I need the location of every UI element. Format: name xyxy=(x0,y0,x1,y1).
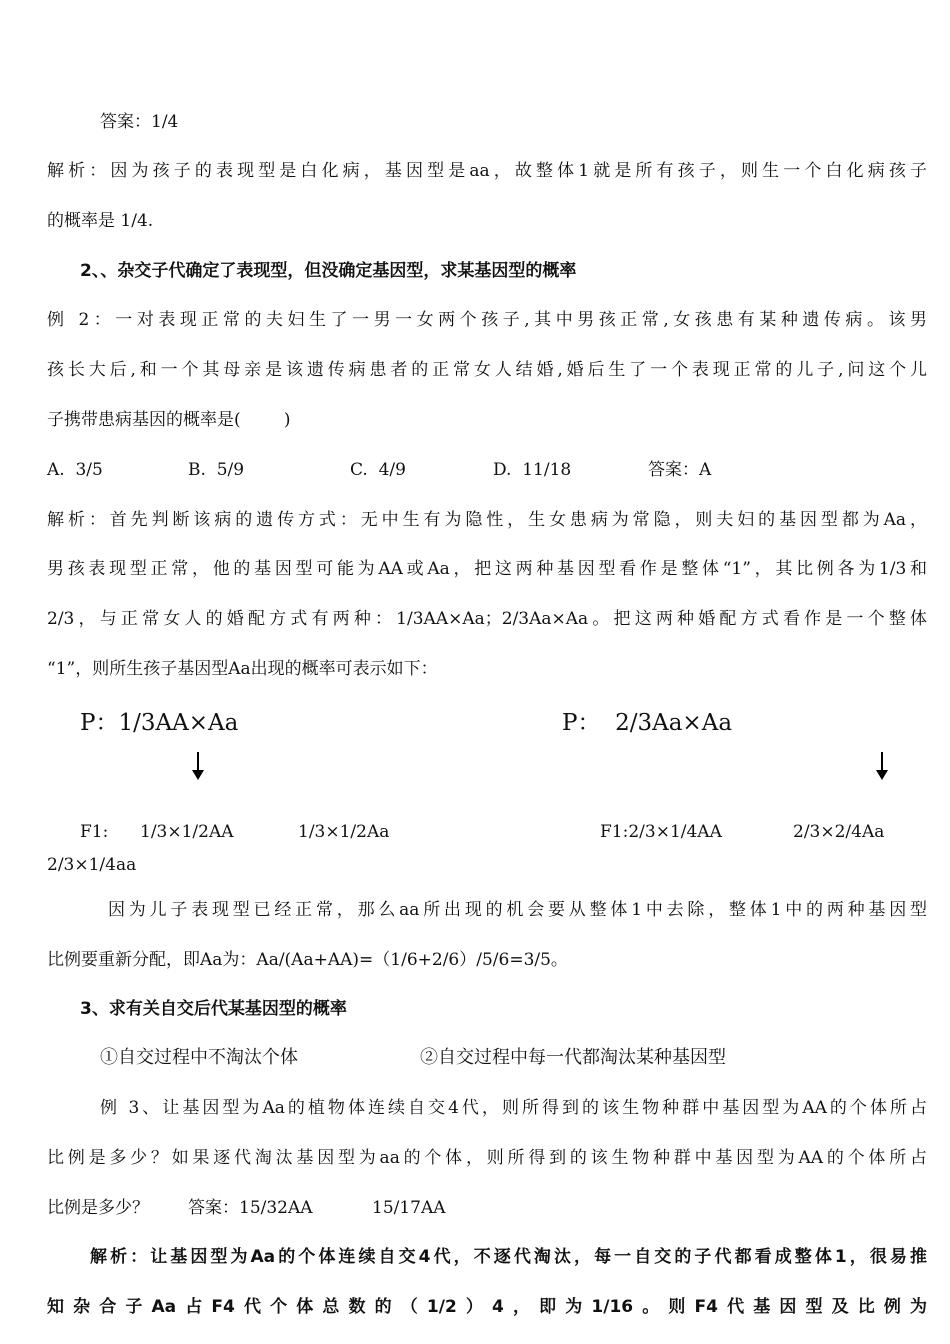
option-a: A. 3/5 xyxy=(47,460,103,480)
option-c: C. 4/9 xyxy=(350,460,406,480)
analysis-2-line-4: “1”，则所生孩子基因型Aa出现的概率可表示如下： xyxy=(47,659,438,679)
example-3-line-1: 例 3、让基因型为Aa的植物体连续自交4代，则所得到的该生物种群中基因型为AA的个体所占 xyxy=(100,1098,927,1118)
analysis-1-line-2: 的概率是 1/4. xyxy=(47,211,154,231)
answer-3: 答案：15/32AA xyxy=(188,1198,313,1218)
example-2-line-3: 子携带患病基因的概率是( ) xyxy=(47,410,291,430)
conclusion-line-2: 比例要重新分配，即Aa为：Aa/(Aa+AA)=（1/6+2/6）/5/6=3/5。 xyxy=(47,950,568,970)
analysis-2-line-2: 男孩表现型正常，他的基因型可能为AA或Aa，把这两种基因型看作是整体“1”，其比例各为1/3和 xyxy=(47,559,927,579)
option-d: D. 11/18 xyxy=(493,460,572,480)
answer-3-second: 15/17AA xyxy=(372,1198,446,1218)
arrow-down-icon-left xyxy=(197,752,199,778)
example-3-line-2: 比例是多少？如果逐代淘汰基因型为aa的个体，则所得到的该生物种群中基因型为AA的个体所占 xyxy=(47,1148,927,1168)
f1-right-aa: F1:2/3×1/4AA xyxy=(600,822,722,842)
option-b: B. 5/9 xyxy=(188,460,245,480)
cross-right: P： 2/3Aa×Aa xyxy=(562,710,733,736)
f1-right-aa-rec: 2/3×1/4aa xyxy=(47,855,137,875)
analysis-1-line-1: 解析：因为孩子的表现型是白化病，基因型是aa，故整体1就是所有孩子，则生一个白化病孩子 xyxy=(47,161,927,181)
conclusion-line-1: 因为儿子表现型已经正常，那么aa所出现的机会要从整体1中去除，整体1中的两种基因型 xyxy=(108,900,927,920)
f1-left-label: F1: xyxy=(80,822,109,842)
f1-left-aa: 1/3×1/2AA xyxy=(140,822,234,842)
list-item-2: ②自交过程中每一代都淘汰某种基因型 xyxy=(420,1047,726,1068)
list-item-1: ①自交过程中不淘汰个体 xyxy=(100,1047,298,1068)
section-2-heading: 2、、杂交子代确定了表现型，但没确定基因型，求某基因型的概率 xyxy=(80,261,577,281)
analysis-2-line-3: 2/3，与正常女人的婚配方式有两种：1/3AA×Aa；2/3Aa×Aa。把这两种婚配方式看作是一个整体 xyxy=(47,609,927,629)
example-2-line-2: 孩长大后,和一个其母亲是该遗传病患者的正常女人结婚,婚后生了一个表现正常的儿子,问这个儿 xyxy=(47,360,927,380)
analysis-3-line-2: 知杂合子Aa占F4代个体总数的（1/2）4，即为1/16。则F4代基因型及比例为 xyxy=(47,1297,927,1317)
analysis-2-line-1: 解析：首先判断该病的遗传方式：无中生有为隐性，生女患病为常隐，则夫妇的基因型都为Aa， xyxy=(47,510,927,530)
example-3-line-3: 比例是多少？ xyxy=(47,1198,149,1218)
cross-left: P：1/3AA×Aa xyxy=(80,710,239,736)
f1-right-aa-het: 2/3×2/4Aa xyxy=(793,822,885,842)
example-2-line-1: 例 2：一对表现正常的夫妇生了一男一女两个孩子,其中男孩正常,女孩患有某种遗传病。该男 xyxy=(47,310,927,330)
section-3-heading: 3、求有关自交后代某基因型的概率 xyxy=(80,999,347,1019)
arrow-down-icon-right xyxy=(881,752,883,778)
analysis-3-line-1: 解析：让基因型为Aa的个体连续自交4代，不逐代淘汰，每一自交的子代都看成整体1，很易推 xyxy=(90,1247,927,1267)
f1-left-aa-het: 1/3×1/2Aa xyxy=(298,822,390,842)
answer-2: 答案：A xyxy=(648,460,712,480)
answer-1: 答案：1/4 xyxy=(100,112,179,132)
